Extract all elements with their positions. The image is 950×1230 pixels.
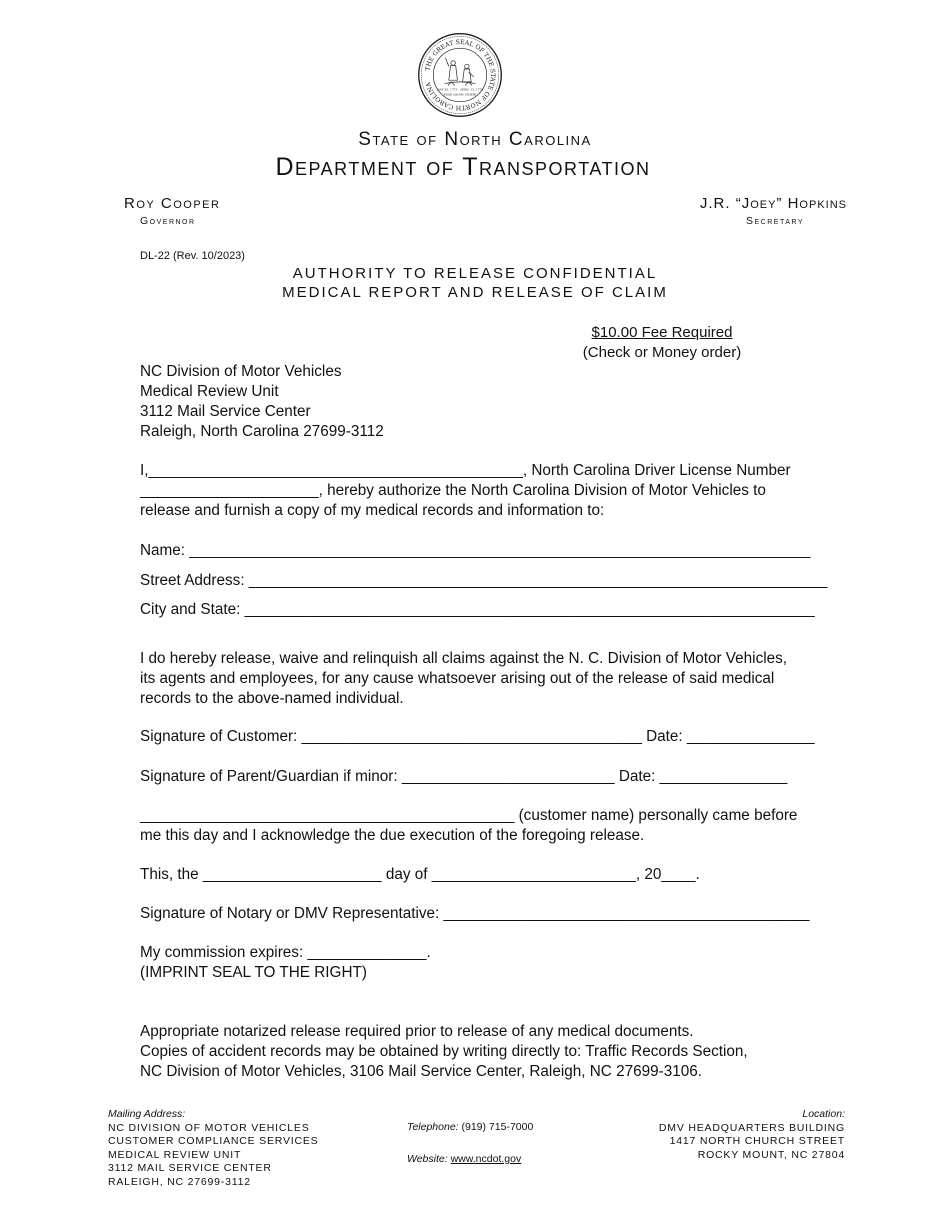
closing-line: Copies of accident records may be obtained by writing directly to: Traffic Records Section, — [140, 1043, 748, 1060]
location-label: Location: — [802, 1108, 845, 1120]
authorization-line: I,____________________________________________, North Carolina Driver License Number — [140, 462, 791, 479]
customer-signature-field[interactable]: Signature of Customer: ________________________________________ Date: _______________ — [140, 728, 815, 745]
state-title: State of North Carolina — [358, 129, 592, 150]
commission-block[interactable] — [140, 943, 431, 983]
department-title: Department of Transportation — [275, 153, 651, 181]
footer-mailing-address — [108, 1108, 318, 1189]
recipient-street-field[interactable]: Street Address: ____________________________________________________________________ — [140, 572, 828, 589]
mailing-address-block — [140, 362, 384, 442]
telephone-number: (919) 715-7000 — [461, 1121, 534, 1133]
notary-line: ____________________________________________ (customer name) personally came before — [140, 807, 798, 824]
notary-line: me this day and I acknowledge the due execution of the foregoing release. — [140, 827, 645, 844]
website-row — [407, 1153, 533, 1165]
commission-expires-field[interactable]: My commission expires: ______________. — [140, 944, 431, 961]
state-seal-image — [417, 32, 503, 118]
footer-contact — [407, 1121, 533, 1165]
release-of-claim-paragraph — [140, 649, 820, 709]
fee-notice — [573, 323, 751, 363]
form-title — [0, 264, 950, 302]
address-line: Raleigh, North Carolina 27699-3112 — [140, 423, 384, 440]
notary-signature-field[interactable]: Signature of Notary or DMV Representative: ___________________________________________ — [140, 905, 810, 922]
notary-date-field[interactable]: This, the _____________________ day of ________________________, 20____. — [140, 866, 700, 883]
authorization-line: release and furnish a copy of my medical records and information to: — [140, 502, 605, 519]
secretary-title: Secretary — [746, 215, 804, 227]
telephone-label: Telephone: — [407, 1121, 459, 1133]
seal-text: THE GREAT SEAL OF THE STATE OF NORTH CAROLINA — [424, 38, 496, 112]
mailing-line: 3112 MAIL SERVICE CENTER — [108, 1162, 272, 1174]
notary-acknowledgement[interactable] — [140, 806, 820, 846]
closing-line: Appropriate notarized release required prior to release of any medical documents. — [140, 1023, 694, 1040]
mailing-line: RALEIGH, NC 27699-3112 — [108, 1175, 251, 1188]
mailing-label: Mailing Address: — [108, 1108, 186, 1120]
mailing-line: MEDICAL REVIEW UNIT — [108, 1148, 242, 1161]
mailing-line: CUSTOMER COMPLIANCE SERVICES — [108, 1135, 319, 1147]
authorization-line: _____________________, hereby authorize the North Carolina Division of Motor Vehicles to — [140, 482, 766, 499]
form-id: DL-22 (Rev. 10/2023) — [140, 250, 245, 262]
seal-note: (IMPRINT SEAL TO THE RIGHT) — [140, 964, 367, 981]
seal-dates: MAY 20, 1775 · APRIL 12, 1776 — [436, 87, 484, 92]
form-title-line: AUTHORITY TO RELEASE CONFIDENTIAL — [292, 265, 658, 282]
recipient-name-field[interactable]: Name: _________________________________________________________________________ — [140, 542, 811, 559]
mailing-line: NC DIVISION OF MOTOR VEHICLES — [108, 1121, 310, 1134]
fee-method: (Check or Money order) — [582, 344, 742, 361]
location-line: ROCKY MOUNT, NC 27804 — [697, 1148, 845, 1161]
closing-line: NC Division of Motor Vehicles, 3106 Mail Service Center, Raleigh, NC 27699-3106. — [140, 1063, 703, 1080]
telephone-row — [407, 1121, 533, 1133]
governor-title: Governor — [140, 215, 196, 227]
location-line: DMV HEADQUARTERS BUILDING — [658, 1121, 845, 1134]
website-link[interactable]: www.ncdot.gov — [450, 1153, 522, 1165]
seal-motto: ESSE QUAM VIDERI — [443, 92, 477, 97]
governor-name: Roy Cooper — [124, 195, 221, 212]
footer-location — [659, 1108, 845, 1162]
address-line: Medical Review Unit — [140, 383, 279, 400]
release-line: its agents and employees, for any cause whatsoever arising out of the release of said medical — [140, 670, 775, 687]
location-line: 1417 NORTH CHURCH STREET — [669, 1135, 845, 1147]
address-line: NC Division of Motor Vehicles — [140, 363, 342, 380]
address-line: 3112 Mail Service Center — [140, 403, 311, 420]
parent-signature-field[interactable]: Signature of Parent/Guardian if minor: _________________________ Date: _______________ — [140, 768, 788, 785]
form-title-line: MEDICAL REPORT AND RELEASE OF CLAIM — [282, 284, 668, 301]
authorization-paragraph[interactable] — [140, 461, 820, 521]
secretary-name: J.R. “Joey” Hopkins — [699, 195, 847, 212]
website-label: Website: — [407, 1153, 448, 1165]
recipient-city-state-field[interactable]: City and State: ___________________________________________________________________ — [140, 601, 815, 618]
fee-amount: $10.00 Fee Required — [591, 324, 733, 341]
closing-notes — [140, 1022, 800, 1082]
release-line: I do hereby release, waive and relinquish all claims against the N. C. Division of Motor Vehicles, — [140, 650, 788, 667]
release-line: records to the above-named individual. — [140, 690, 404, 707]
